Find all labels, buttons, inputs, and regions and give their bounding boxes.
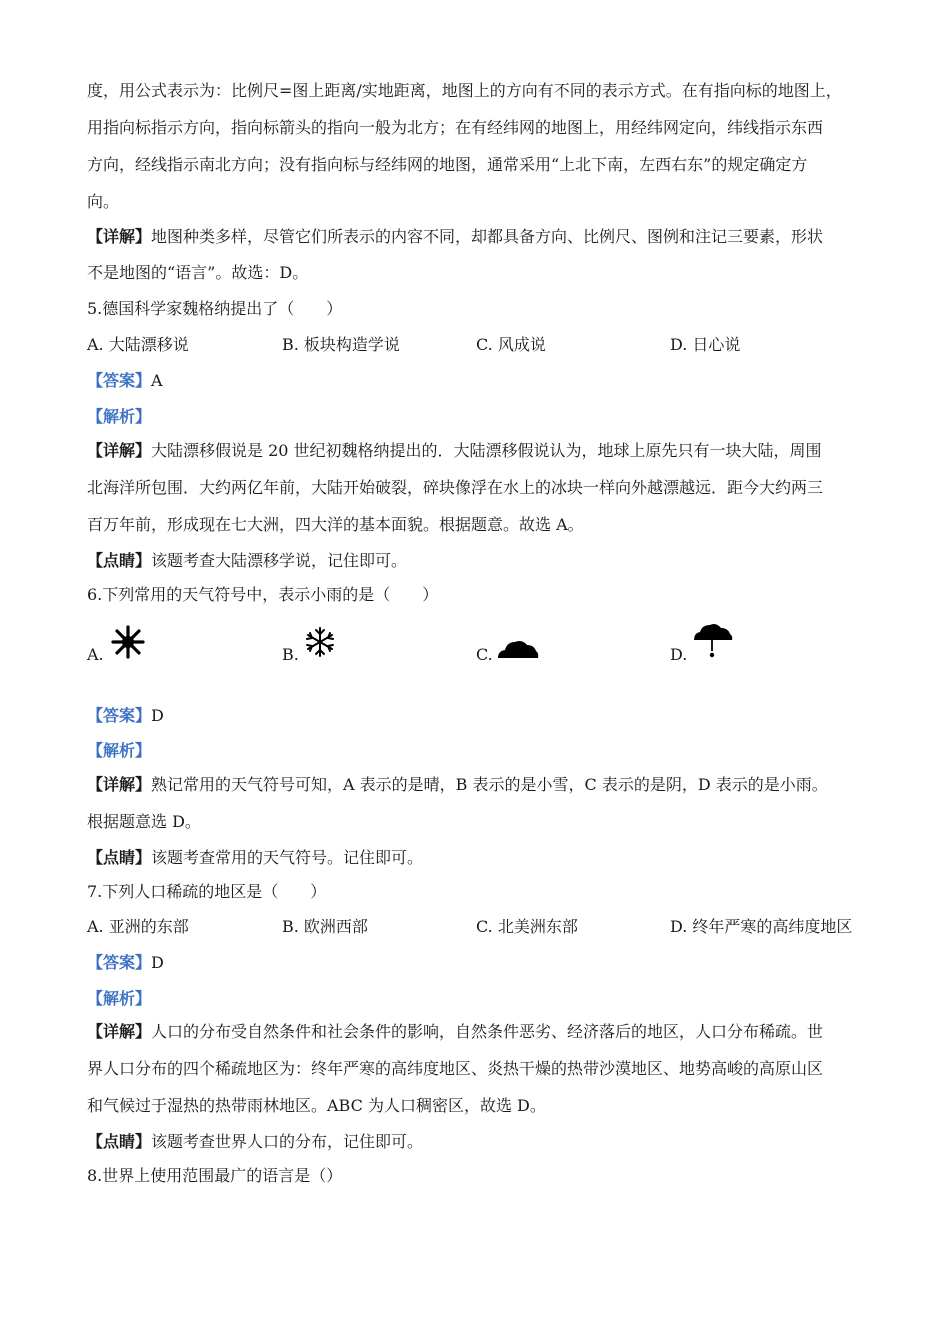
q7-comment-line xyxy=(87,1131,423,1153)
detail-tag: 【详解】 xyxy=(87,227,152,246)
intro-detail-line-2: 不是地图的“语言”。故选：D。 xyxy=(87,263,309,282)
q6-answer-line xyxy=(87,705,164,727)
comment-tag: 【点睛】 xyxy=(87,1132,152,1151)
comment-text: 该题考查世界人口的分布，记住即可。 xyxy=(151,1132,424,1151)
q6-option-c-label: C. xyxy=(476,645,493,664)
q7-option-b: B. 欧洲西部 xyxy=(282,917,368,936)
sun-icon xyxy=(110,624,146,660)
q7-detail-line-1 xyxy=(87,1021,823,1043)
answer-tag: 【答案】 xyxy=(87,371,152,390)
q5-option-a: A. 大陆漂移说 xyxy=(87,335,189,354)
q5-analysis-tag xyxy=(87,406,151,428)
q6-options xyxy=(0,622,950,672)
q6-option-b-label: B. xyxy=(282,645,299,664)
q6-option-a-label: A. xyxy=(87,645,104,664)
q6-detail-line-1 xyxy=(87,774,828,796)
intro-line-1: 度，用公式表示为：比例尺=图上距离/实地距离，地图上的方向有不同的表示方式。在有指向标的地图上， xyxy=(87,81,842,100)
detail-tag: 【详解】 xyxy=(87,1022,152,1041)
intro-detail-line-1 xyxy=(87,226,823,248)
q5-option-b: B. 板块构造学说 xyxy=(282,335,400,354)
detail-text: 熟记常用的天气符号可知，A 表示的是晴，B 表示的是小雪，C 表示的是阴，D 表示的是小雨。 xyxy=(151,775,828,794)
q5-detail-line-1 xyxy=(87,440,822,462)
analysis-tag: 【解析】 xyxy=(87,989,152,1008)
analysis-tag: 【解析】 xyxy=(87,741,152,760)
analysis-tag: 【解析】 xyxy=(87,407,152,426)
answer-value: A xyxy=(151,371,163,390)
q6-option-d-label: D. xyxy=(670,645,688,664)
detail-tag: 【详解】 xyxy=(87,775,152,794)
q7-detail-line-3: 和气候过于湿热的热带雨林地区。ABC 为人口稠密区，故选 D。 xyxy=(87,1096,546,1115)
q5-option-d: D. 日心说 xyxy=(670,335,741,354)
answer-value: D xyxy=(151,953,164,972)
answer-tag: 【答案】 xyxy=(87,953,152,972)
q7-option-d: D. 终年严寒的高纬度地区 xyxy=(670,917,853,936)
q6-question: 6.下列常用的天气符号中，表示小雨的是（ ） xyxy=(87,585,439,604)
comment-tag: 【点睛】 xyxy=(87,848,152,867)
intro-line-3: 方向，经线指示南北方向；没有指向标与经纬网的地图，通常采用“上北下南，左西右东”的规定确定方 xyxy=(87,155,808,174)
q7-detail-line-2: 界人口分布的四个稀疏地区为：终年严寒的高纬度地区、炎热干燥的热带沙漠地区、地势高峻的高原山区 xyxy=(87,1059,824,1078)
comment-tag: 【点睛】 xyxy=(87,551,152,570)
intro-line-2: 用指向标指示方向，指向标箭头的指向一般为北方；在有经纬网的地图上，用经纬网定向，纬线指示东西 xyxy=(87,118,824,137)
q7-option-c: C. 北美洲东部 xyxy=(476,917,578,936)
q6-detail-line-2: 根据题意选 D。 xyxy=(87,812,201,831)
q5-detail-line-3: 百万年前，形成现在七大洲，四大洋的基本面貌。根据题意。故选 A。 xyxy=(87,515,584,534)
q5-option-c: C. 风成说 xyxy=(476,335,546,354)
detail-text: 人口的分布受自然条件和社会条件的影响，自然条件恶劣、经济落后的地区，人口分布稀疏。世 xyxy=(151,1022,824,1041)
comment-text: 该题考查大陆漂移学说，记住即可。 xyxy=(151,551,408,570)
snowflake-icon xyxy=(302,624,338,660)
light-rain-icon xyxy=(692,622,734,660)
q5-options xyxy=(0,334,950,374)
intro-line-4: 向。 xyxy=(87,192,120,211)
q7-analysis-tag xyxy=(87,988,151,1010)
q5-detail-line-2: 北海洋所包围．大约两亿年前，大陆开始破裂，碎块像浮在水上的冰块一样向外越漂越远．距今大约两三 xyxy=(87,478,824,497)
answer-value: D xyxy=(151,706,164,725)
answer-tag: 【答案】 xyxy=(87,706,152,725)
q5-answer-line xyxy=(87,370,163,392)
cloud-icon xyxy=(496,636,540,660)
q8-question: 8.世界上使用范围最广的语言是（） xyxy=(87,1166,343,1185)
comment-text: 该题考查常用的天气符号。记住即可。 xyxy=(151,848,424,867)
q6-analysis-tag xyxy=(87,740,151,762)
detail-tag: 【详解】 xyxy=(87,441,152,460)
detail-text: 大陆漂移假说是 20 世纪初魏格纳提出的．大陆漂移假说认为，地球上原先只有一块大陆，周围 xyxy=(151,441,822,460)
q5-question: 5.德国科学家魏格纳提出了（ ） xyxy=(87,299,343,318)
q7-options xyxy=(0,916,950,956)
q7-option-a: A. 亚洲的东部 xyxy=(87,917,189,936)
detail-text: 地图种类多样，尽管它们所表示的内容不同，却都具备方向、比例尺、图例和注记三要素，形状 xyxy=(151,227,824,246)
q7-answer-line xyxy=(87,952,164,974)
q5-comment-line xyxy=(87,550,407,572)
q7-question: 7.下列人口稀疏的地区是（ ） xyxy=(87,882,327,901)
q6-comment-line xyxy=(87,847,423,869)
